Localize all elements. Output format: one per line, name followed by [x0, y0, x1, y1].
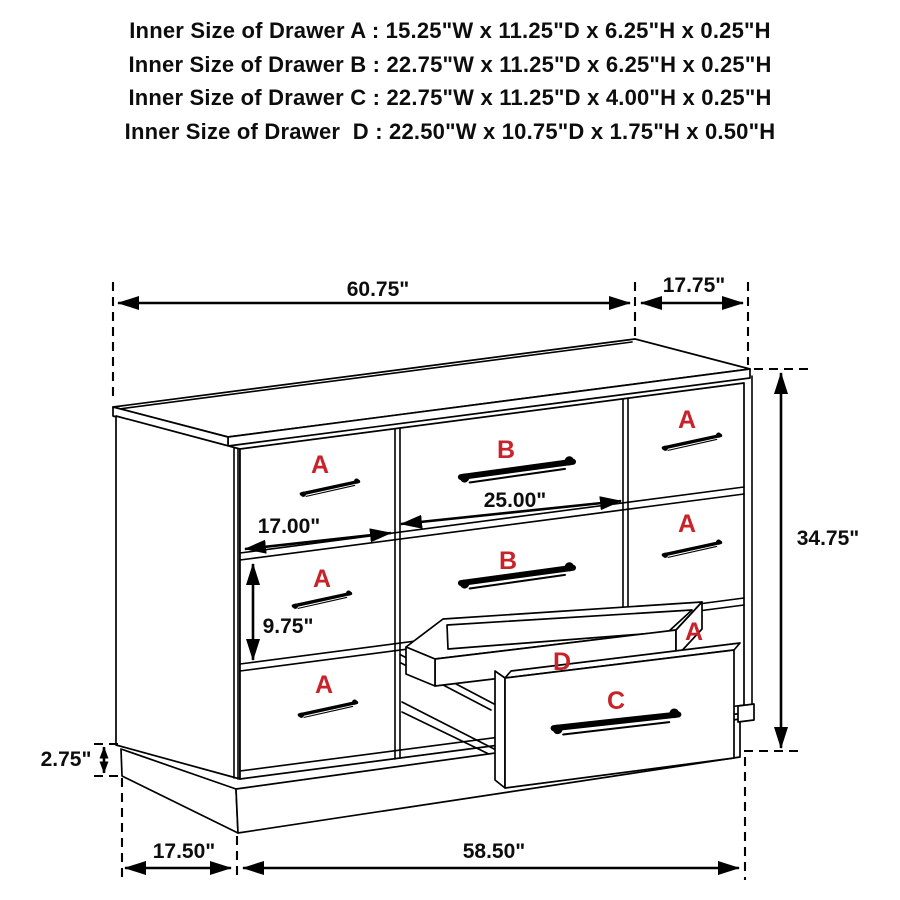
inner-size-line-d: Inner Size of Drawer D : 22.50"W x 10.75"D x 1.75"H x 0.50"H: [124, 118, 776, 144]
drawer-c-left-side: [495, 671, 505, 788]
dim-label-top-depth: 17.75": [662, 274, 726, 297]
drawer-label-a-left-middle: A: [312, 565, 332, 593]
inner-size-line-c: Inner Size of Drawer C : 22.75"W x 11.25"D x 4.00"H x 0.25"H: [128, 85, 772, 110]
dim-label-overall-height: 34.75": [796, 527, 860, 550]
dim-label-base-height: 2.75": [40, 748, 92, 771]
dim-label-base-front-width: 58.50": [462, 840, 526, 863]
dim-label-base-side-depth: 17.50": [152, 840, 216, 863]
drawer-label-b-middle: B: [498, 547, 518, 575]
drawer-label-a-left-bottom: A: [314, 671, 334, 699]
drawer-label-a-left-top: A: [310, 451, 330, 479]
dim-label-top-width: 60.75": [346, 278, 410, 301]
drawer-label-a-right-bottom: A: [684, 618, 704, 646]
inner-size-line-a: Inner Size of Drawer A : 15.25"W x 11.25"D x 6.25"H x 0.25"H: [129, 18, 771, 43]
drawer-label-b-top: B: [496, 436, 516, 464]
inner-size-line-b: Inner Size of Drawer B : 22.75"W x 11.25"D x 6.25"H x 0.25"H: [128, 51, 772, 77]
drawer-label-a-right-middle: A: [677, 510, 697, 538]
dim-label-drawer-a-width: 17.00": [257, 515, 321, 538]
dim-label-drawer-a-height: 9.75": [262, 615, 314, 638]
drawer-label-a-right-top: A: [677, 406, 697, 434]
dim-label-drawer-b-width: 25.00": [483, 489, 547, 512]
plinth-right-corner-step: [738, 704, 754, 722]
drawer-label-c: C: [606, 687, 626, 715]
cabinet-left-side-panel: [116, 416, 240, 779]
drawer-label-d: D: [552, 648, 572, 676]
